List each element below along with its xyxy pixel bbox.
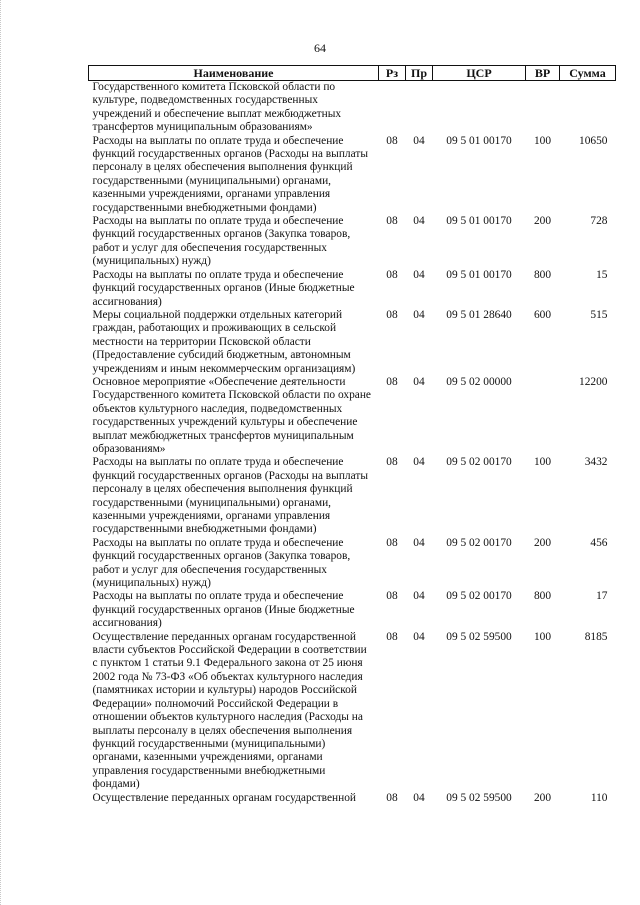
cell-sum: 8185 (584, 630, 608, 643)
cell-name: Осуществление переданных органам государственной власти субъектов Российской Федерации в соответствии с пунктом 1 статьи 9.1 Федерального закона от 25 июня 2002 года № 73-ФЗ «Об объектах культурного наследия (памятниках истории и культуры) народов Российской Федерации» полномочий Российской Федерации в отношении объектов культурного наследия (Расходы на выплаты персоналу в целях обеспечения выполнения функций государственными (муниципальными) органами, казенными учреждениями, органами управления государственными внебюджетными фондами) (92, 630, 367, 791)
cell-pr: 04 (413, 268, 425, 281)
cell-pr: 04 (413, 375, 425, 388)
table-row (89, 269, 616, 309)
table-body (89, 81, 616, 805)
cell-rz: 08 (386, 268, 398, 281)
cell-csr (433, 81, 526, 135)
cell-sum: 10650 (579, 134, 608, 147)
cell-rz: 08 (386, 791, 398, 804)
cell-rz: 08 (386, 630, 398, 643)
table-row (89, 135, 616, 215)
cell-csr: 09 5 02 59500 (446, 791, 512, 804)
cell-vr (526, 81, 560, 135)
cell-vr: 100 (533, 456, 552, 469)
table-row (89, 81, 616, 135)
column-header-csr: ЦСР (433, 66, 526, 81)
cell-sum (560, 81, 616, 135)
cell-sum: 110 (590, 791, 608, 804)
cell-pr: 04 (413, 308, 425, 321)
table-row (89, 309, 616, 376)
cell-name: Меры социальной поддержки отдельных категорий граждан, работающих и проживающих в сельской местности на территории Псковской области (Предоставление субсидий бюджетным, автономным учреждениям и иным некоммерческим организациям) (92, 308, 356, 375)
table-row (89, 590, 616, 630)
table-row (89, 215, 616, 269)
cell-name: Расходы на выплаты по оплате труда и обеспечение функций государственных органов (Иные бюджетные ассигнования) (92, 268, 355, 308)
cell-pr (406, 81, 433, 135)
cell-rz: 08 (386, 375, 398, 388)
cell-csr: 09 5 02 00170 (446, 456, 512, 469)
cell-sum: 515 (590, 308, 608, 321)
cell-csr: 09 5 02 00170 (446, 590, 512, 603)
cell-name: Осуществление переданных органам государственной (92, 791, 357, 804)
cell-sum: 3432 (584, 456, 608, 469)
cell-vr: 600 (533, 308, 552, 321)
cell-name: Расходы на выплаты по оплате труда и обеспечение функций государственных органов (Иные бюджетные ассигнования) (92, 590, 355, 630)
column-header-rz: Рз (379, 66, 406, 81)
cell-name: Расходы на выплаты по оплате труда и обеспечение функций государственных органов (Расходы на выплаты персоналу в целях обеспечения выполнения функций государственными (муниципальными) органами, казенными учреждениями, органами управления государственными внебюджетными фондами) (92, 456, 368, 536)
table-row (89, 456, 616, 536)
cell-pr: 04 (413, 590, 425, 603)
column-header-vr: ВР (526, 66, 560, 81)
cell-csr: 09 5 01 00170 (446, 134, 512, 147)
cell-name: Государственного комитета Псковской области по культуре, подведомственных государственных учреждений и обеспечение выплат межбюджетных трансфертов муниципальным образованиям» (92, 81, 342, 134)
cell-sum: 728 (590, 215, 608, 228)
cell-csr: 09 5 02 00170 (446, 536, 512, 549)
cell-rz: 08 (386, 134, 398, 147)
cell-csr: 09 5 01 28640 (446, 308, 512, 321)
column-header-name: Наименование (89, 66, 379, 81)
cell-sum: 17 (596, 590, 608, 603)
cell-csr: 09 5 02 00000 (446, 375, 512, 388)
cell-vr: 800 (533, 590, 552, 603)
table-row (89, 537, 616, 591)
cell-rz (379, 81, 406, 135)
cell-pr: 04 (413, 456, 425, 469)
cell-rz: 08 (386, 536, 398, 549)
cell-rz: 08 (386, 456, 398, 469)
cell-pr: 04 (413, 791, 425, 804)
cell-vr: 100 (533, 630, 552, 643)
cell-csr: 09 5 01 00170 (446, 215, 512, 228)
cell-pr: 04 (413, 630, 425, 643)
cell-vr (526, 376, 560, 456)
cell-sum: 15 (596, 268, 608, 281)
cell-pr: 04 (413, 134, 425, 147)
cell-pr: 04 (413, 536, 425, 549)
cell-sum: 456 (590, 536, 608, 549)
cell-vr: 200 (533, 791, 552, 804)
page-number: 64 (314, 41, 326, 55)
cell-vr: 100 (533, 134, 552, 147)
cell-rz: 08 (386, 590, 398, 603)
cell-sum: 12200 (579, 375, 608, 388)
table-header-row (89, 66, 616, 81)
table-row (89, 631, 616, 792)
cell-csr: 09 5 02 59500 (446, 630, 512, 643)
cell-rz: 08 (386, 215, 398, 228)
cell-vr: 800 (533, 268, 552, 281)
scan-margin-line (0, 0, 3, 905)
cell-vr: 200 (533, 215, 552, 228)
cell-name: Расходы на выплаты по оплате труда и обеспечение функций государственных органов (Закупка товаров, работ и услуг для обеспечения государственных (муниципальных) нужд) (92, 215, 351, 268)
table-row (89, 376, 616, 456)
cell-pr: 04 (413, 215, 425, 228)
budget-table (88, 65, 616, 805)
cell-vr: 200 (533, 536, 552, 549)
cell-name: Основное мероприятие «Обеспечение деятельности Государственного комитета Псковской области по охране объектов культурного наследия, подведомственных государственных учреждений культуры и обеспечение выплат межбюджетных трансфертов муниципальным образованиям» (92, 375, 371, 455)
cell-name: Расходы на выплаты по оплате труда и обеспечение функций государственных органов (Закупка товаров, работ и услуг для обеспечения государственных (муниципальных) нужд) (92, 536, 351, 590)
column-header-sum: Сумма (560, 66, 616, 81)
cell-name: Расходы на выплаты по оплате труда и обеспечение функций государственных органов (Расходы на выплаты персоналу в целях обеспечения выполнения функций государственными (муниципальными) органами, казенными учреждениями, органами управления государственными внебюджетными фондами) (92, 134, 368, 214)
cell-csr: 09 5 01 00170 (446, 268, 512, 281)
column-header-pr: Пр (406, 66, 433, 81)
table-row (89, 792, 616, 805)
cell-rz: 08 (386, 308, 398, 321)
